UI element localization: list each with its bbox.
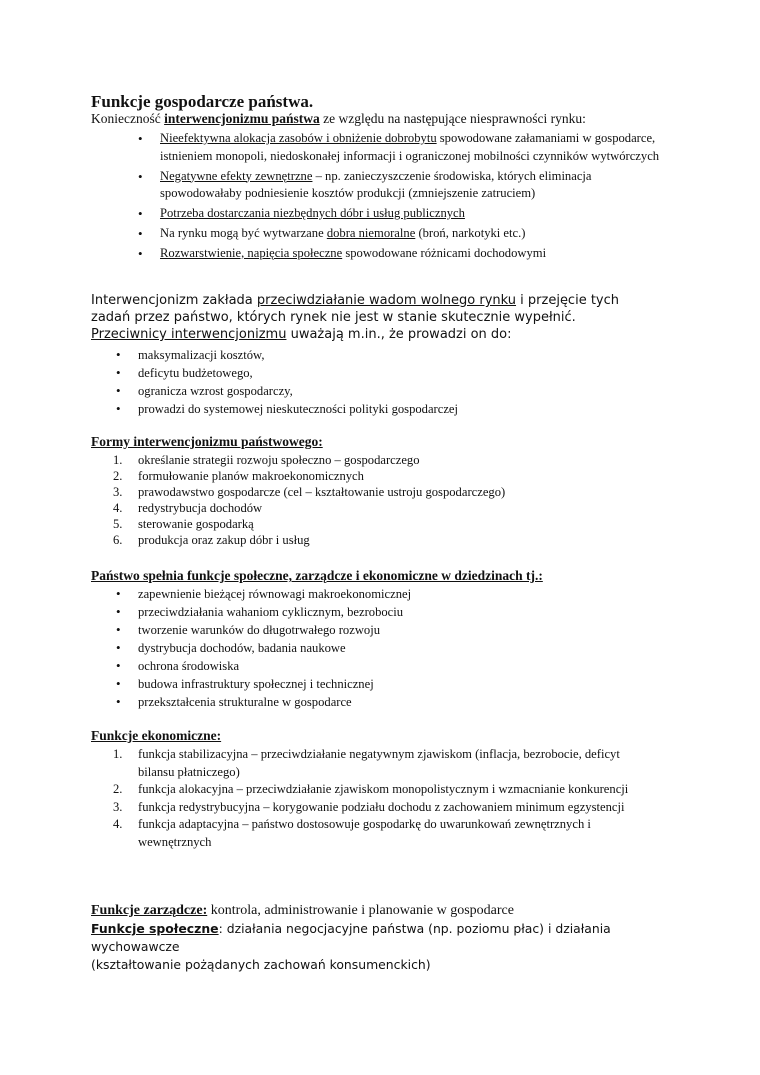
- list-item: 6. produkcja oraz zakup dóbr i usług: [113, 533, 310, 547]
- list-item: • przeciwdziałania wahaniom cyklicznym, bezrobociu: [138, 603, 658, 621]
- list-item: • tworzenie warunków do długotrwałego rozwoju: [138, 621, 658, 639]
- list-item: • Negatywne efekty zewnętrzne – np. zanieczyszczenie środowiska, których eliminacja spowodowałaby podniesienie kosztów produkcji (zmniejszenie zatruciem): [160, 168, 660, 204]
- list-item: • ochrona środowiska: [138, 657, 658, 675]
- forms-heading: Formy interwencjonizmu państwowego:: [91, 434, 323, 449]
- interventionism-paragraph: Interwencjonizm zakłada przeciwdziałanie wadom wolnego rynku i przejęcie tych zadań przez państwo, których rynek nie jest w stanie skutecznie wypełnić. Przeciwnicy interwencjonizmu uważają m.in., że prowadzi on do:: [91, 293, 620, 342]
- functions-heading: Państwo spełnia funkcje społeczne, zarządcze i ekonomiczne w dziedzinach tj.:: [91, 568, 543, 583]
- list-item: • Nieefektywna alokacja zasobów i obniżenie dobrobytu spowodowane załamaniami w gospodarce, istnieniem monopoli, niedoskonałej informacji i ograniczonej mobilności czynników wytwórczych: [160, 130, 660, 166]
- list-item: • Rozwarstwienie, napięcia społeczne spowodowane różnicami dochodowymi: [160, 245, 660, 263]
- functions-list: [138, 585, 658, 711]
- list-item: 1. funkcja stabilizacyjna – przeciwdziałanie negatywnym zjawiskom (inflacja, bezrobocie, deficyt bilansu płatniczego): [113, 747, 620, 779]
- list-item: 3. prawodawstwo gospodarcze (cel – kształtowanie ustroju gospodarczego): [113, 485, 506, 499]
- intro-text: Konieczność: [91, 111, 165, 126]
- list-item: • prowadzi do systemowej nieskuteczności polityki gospodarczej: [138, 400, 658, 418]
- intro-paragraph: [91, 110, 586, 127]
- list-item: • deficytu budżetowego,: [138, 364, 658, 382]
- list-item: • maksymalizacji kosztów,: [138, 346, 658, 364]
- intro-text-end: ze względu na następujące niesprawności rynku:: [319, 111, 586, 126]
- list-item: • zapewnienie bieżącej równowagi makroekonomicznej: [138, 585, 658, 603]
- list-item: 1. określanie strategii rozwoju społeczno – gospodarczego: [113, 453, 420, 467]
- list-item: • budowa infrastruktury społecznej i technicznej: [138, 675, 658, 693]
- list-item: 5. sterowanie gospodarką: [113, 517, 254, 531]
- intro-term: interwencjonizmu państwa: [164, 111, 320, 126]
- social-functions: Funkcje społeczne: działania negocjacyjne państwa (np. poziomu płac) i działania wychowawcze (kształtowanie pożądanych zachowań konsumenckich): [91, 921, 611, 972]
- list-item: 2. formułowanie planów makroekonomicznych: [113, 469, 364, 483]
- opponents-list: [138, 346, 658, 418]
- list-item: • przekształcenia strukturalne w gospodarce: [138, 693, 658, 711]
- list-item: 2. funkcja alokacyjna – przeciwdziałanie zjawiskom monopolistycznym i wzmacnianie konkurencji: [113, 782, 629, 796]
- market-failures-list: [160, 130, 660, 263]
- management-functions: Funkcje zarządcze: kontrola, administrowanie i planowanie w gospodarce: [91, 903, 514, 918]
- list-item: 4. redystrybucja dochodów: [113, 501, 263, 515]
- list-item: • dystrybucja dochodów, badania naukowe: [138, 639, 658, 657]
- list-item: • Potrzeba dostarczania niezbędnych dóbr i usług publicznych: [160, 205, 660, 223]
- economic-heading: Funkcje ekonomiczne:: [91, 728, 222, 743]
- page-title: Funkcje gospodarcze państwa.: [91, 92, 314, 111]
- list-item: 4. funkcja adaptacyjna – państwo dostosowuje gospodarkę do uwarunkowań zewnętrznych i wewnętrznych: [113, 817, 591, 849]
- list-item: • Na rynku mogą być wytwarzane dobra niemoralne (broń, narkotyki etc.): [160, 225, 660, 243]
- list-item: • ogranicza wzrost gospodarczy,: [138, 382, 658, 400]
- forms-list: [113, 452, 658, 548]
- list-item: 3. funkcja redystrybucyjna – korygowanie podziału dochodu z zachowaniem minimum egzystencji: [113, 799, 625, 814]
- economic-list: [113, 746, 658, 851]
